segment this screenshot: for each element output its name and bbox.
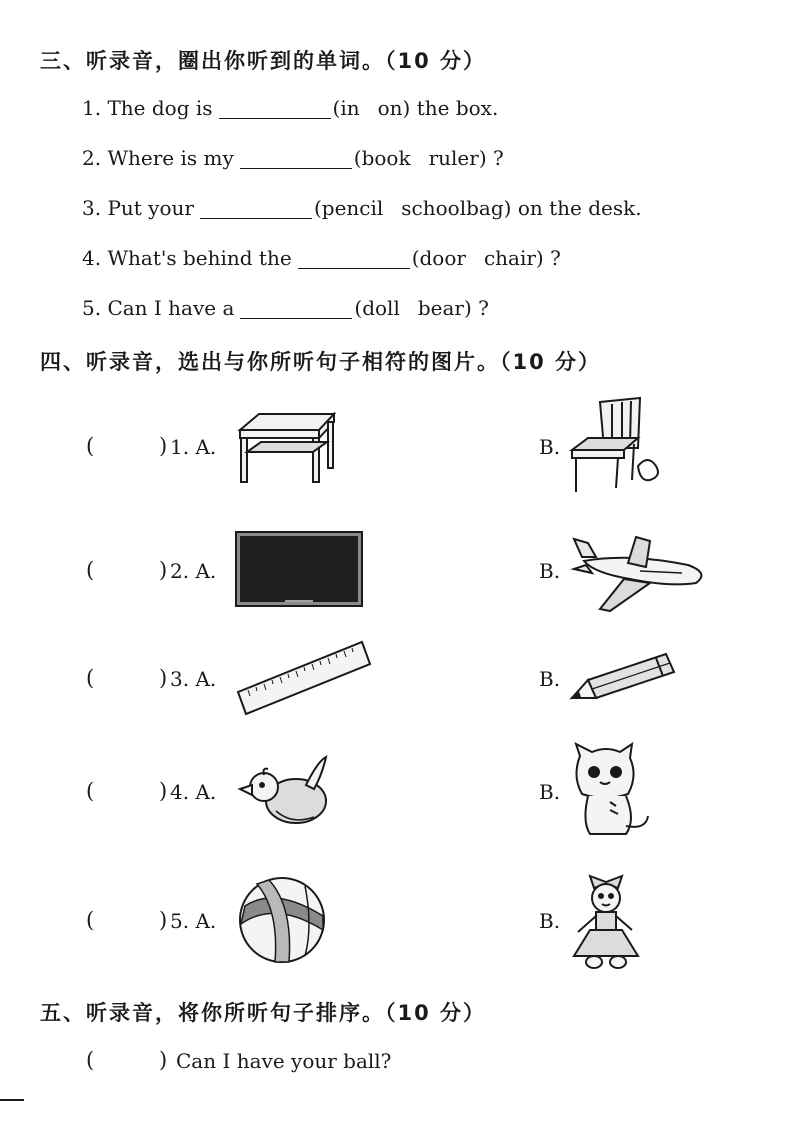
- blackboard-picture[interactable]: [235, 531, 363, 607]
- option-b-label: B.: [539, 780, 561, 804]
- section-4-heading: 四、听录音，选出与你所听句子相符的图片。（10 分）: [40, 350, 602, 374]
- item-number: 5.: [82, 296, 102, 320]
- option-2[interactable]: on): [377, 96, 411, 120]
- fill-in-item-3: [82, 196, 642, 220]
- option-2[interactable]: chair): [483, 246, 544, 270]
- fill-in-item-2: [82, 146, 504, 170]
- option-1[interactable]: (door: [411, 246, 466, 270]
- doll-picture[interactable]: [568, 868, 644, 972]
- item-number: 3.: [82, 196, 102, 220]
- answer-blank[interactable]: [298, 248, 410, 269]
- item-number: 1.: [82, 96, 102, 120]
- item-text-before: Put your: [107, 196, 194, 220]
- page-corner-mark: [0, 1099, 24, 1101]
- chair-picture[interactable]: [568, 396, 666, 496]
- answer-paren-open[interactable]: (: [86, 666, 95, 690]
- option-1[interactable]: (pencil: [313, 196, 384, 220]
- question-number: 2. A.: [170, 559, 217, 583]
- answer-blank[interactable]: [240, 298, 352, 319]
- ball-picture[interactable]: [235, 876, 329, 964]
- fill-in-item-1: [82, 96, 498, 120]
- item-text-after: the box.: [416, 96, 499, 120]
- bird-picture[interactable]: [236, 755, 332, 827]
- option-1[interactable]: (book: [353, 146, 411, 170]
- answer-blank[interactable]: [200, 198, 312, 219]
- question-number: 5. A.: [170, 909, 217, 933]
- option-2[interactable]: ruler): [428, 146, 487, 170]
- answer-paren-close: ): [159, 558, 168, 582]
- pencil-picture[interactable]: [568, 650, 680, 702]
- answer-paren-close: ): [159, 434, 168, 458]
- item-text-after: ?: [478, 296, 489, 320]
- fill-in-item-5: [82, 296, 489, 320]
- section-5-heading: 五、听录音，将你所听句子排序。（10 分）: [40, 1001, 487, 1025]
- option-b-label: B.: [539, 559, 561, 583]
- option-2[interactable]: bear): [417, 296, 472, 320]
- answer-paren-close: ): [159, 908, 168, 932]
- item-text-before: The dog is: [107, 96, 213, 120]
- cat-picture[interactable]: [570, 742, 652, 838]
- item-text-after: ?: [492, 146, 504, 170]
- option-b-label: B.: [539, 909, 561, 933]
- section-3-heading: 三、听录音，圈出你听到的单词。（10 分）: [40, 49, 487, 73]
- item-text-after: on the desk.: [517, 196, 642, 220]
- option-b-label: B.: [539, 667, 561, 691]
- item-text-after: ?: [550, 246, 561, 270]
- fill-in-item-4: [82, 246, 561, 270]
- answer-blank[interactable]: [219, 98, 331, 119]
- answer-blank[interactable]: [240, 148, 352, 169]
- option-1[interactable]: (doll: [354, 296, 400, 320]
- item-text-before: Where is my: [107, 146, 234, 170]
- plane-picture[interactable]: [570, 533, 712, 613]
- ordering-sentence: Can I have your ball?: [176, 1049, 392, 1073]
- item-text-before: What's behind the: [107, 246, 292, 270]
- answer-paren-open[interactable]: (: [86, 434, 95, 458]
- question-number: 4. A.: [170, 780, 217, 804]
- answer-paren-open[interactable]: (: [86, 1048, 95, 1072]
- answer-paren-open[interactable]: (: [86, 558, 95, 582]
- option-2[interactable]: schoolbag): [401, 196, 512, 220]
- answer-paren-open[interactable]: (: [86, 908, 95, 932]
- question-number: 1. A.: [170, 435, 217, 459]
- answer-paren-close: ): [159, 779, 168, 803]
- answer-paren-close: ): [159, 666, 168, 690]
- ruler-picture[interactable]: [236, 640, 372, 716]
- item-text-before: Can I have a: [107, 296, 235, 320]
- option-b-label: B.: [539, 435, 561, 459]
- item-number: 4.: [82, 246, 102, 270]
- desk-picture[interactable]: [237, 410, 337, 486]
- answer-paren-close: ): [159, 1048, 168, 1072]
- question-number: 3. A.: [170, 667, 217, 691]
- answer-paren-open[interactable]: (: [86, 779, 95, 803]
- option-1[interactable]: (in: [332, 96, 360, 120]
- item-number: 2.: [82, 146, 102, 170]
